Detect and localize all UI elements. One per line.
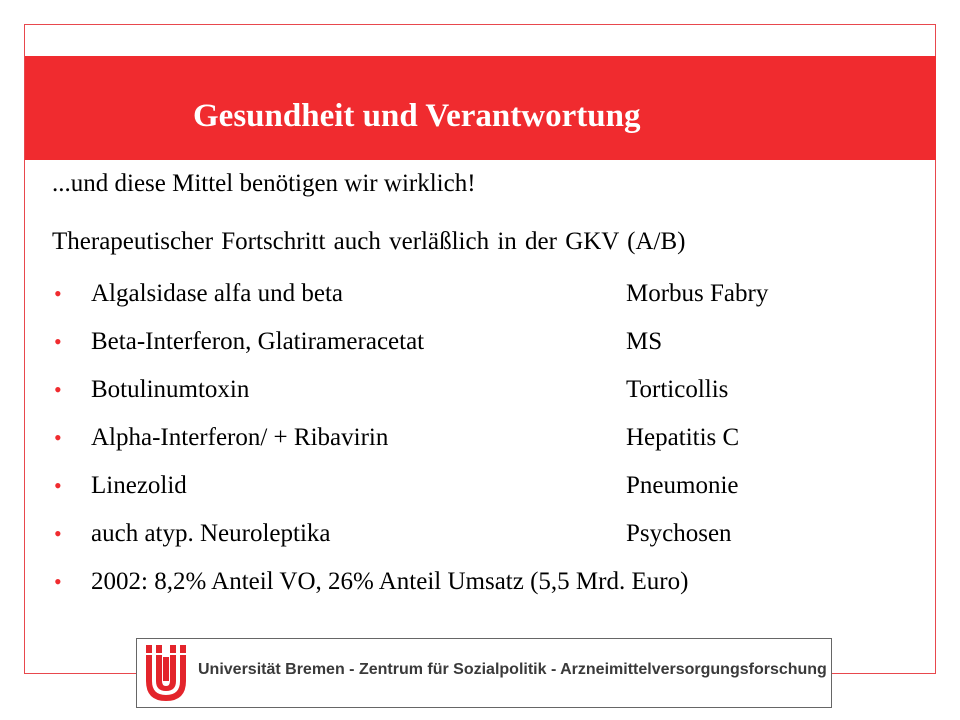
university-bremen-logo-icon xyxy=(142,643,190,705)
bullet-icon: • xyxy=(54,521,62,546)
bullet-icon: • xyxy=(54,473,62,498)
bullet-icon: • xyxy=(54,425,62,450)
drug-name: 2002: 8,2% Anteil VO, 26% Anteil Umsatz (5,5 Mrd. Euro) xyxy=(91,568,689,595)
indication: Morbus Fabry xyxy=(626,280,769,307)
drug-name: Botulinumtoxin xyxy=(91,376,250,403)
bullet-icon: • xyxy=(54,281,62,306)
subtitle-text: Therapeutischer Fortschritt auch verläßlich in der GKV (A/B) xyxy=(52,228,686,255)
indication: Psychosen xyxy=(626,520,732,547)
indication: Hepatitis C xyxy=(626,424,740,451)
drug-name: Beta-Interferon, Glatirameracetat xyxy=(91,328,425,355)
indication: Pneumonie xyxy=(626,472,739,499)
intro-text: ...und diese Mittel benötigen wir wirklich! xyxy=(52,170,476,197)
slide-title: Gesundheit und Verantwortung xyxy=(193,98,641,134)
bullet-icon: • xyxy=(54,569,62,594)
drug-name: Algalsidase alfa und beta xyxy=(91,280,343,307)
bullet-icon: • xyxy=(54,329,62,354)
drug-name: Alpha-Interferon/ + Ribavirin xyxy=(91,424,389,451)
drug-name: auch atyp. Neuroleptika xyxy=(91,520,331,547)
drug-name: Linezolid xyxy=(91,472,187,499)
indication: MS xyxy=(626,328,663,355)
bullet-icon: • xyxy=(54,377,62,402)
indication: Torticollis xyxy=(626,376,729,403)
footer-text: Universität Bremen - Zentrum für Sozialpolitik - Arzneimittelversorgungsforschung xyxy=(198,661,827,678)
